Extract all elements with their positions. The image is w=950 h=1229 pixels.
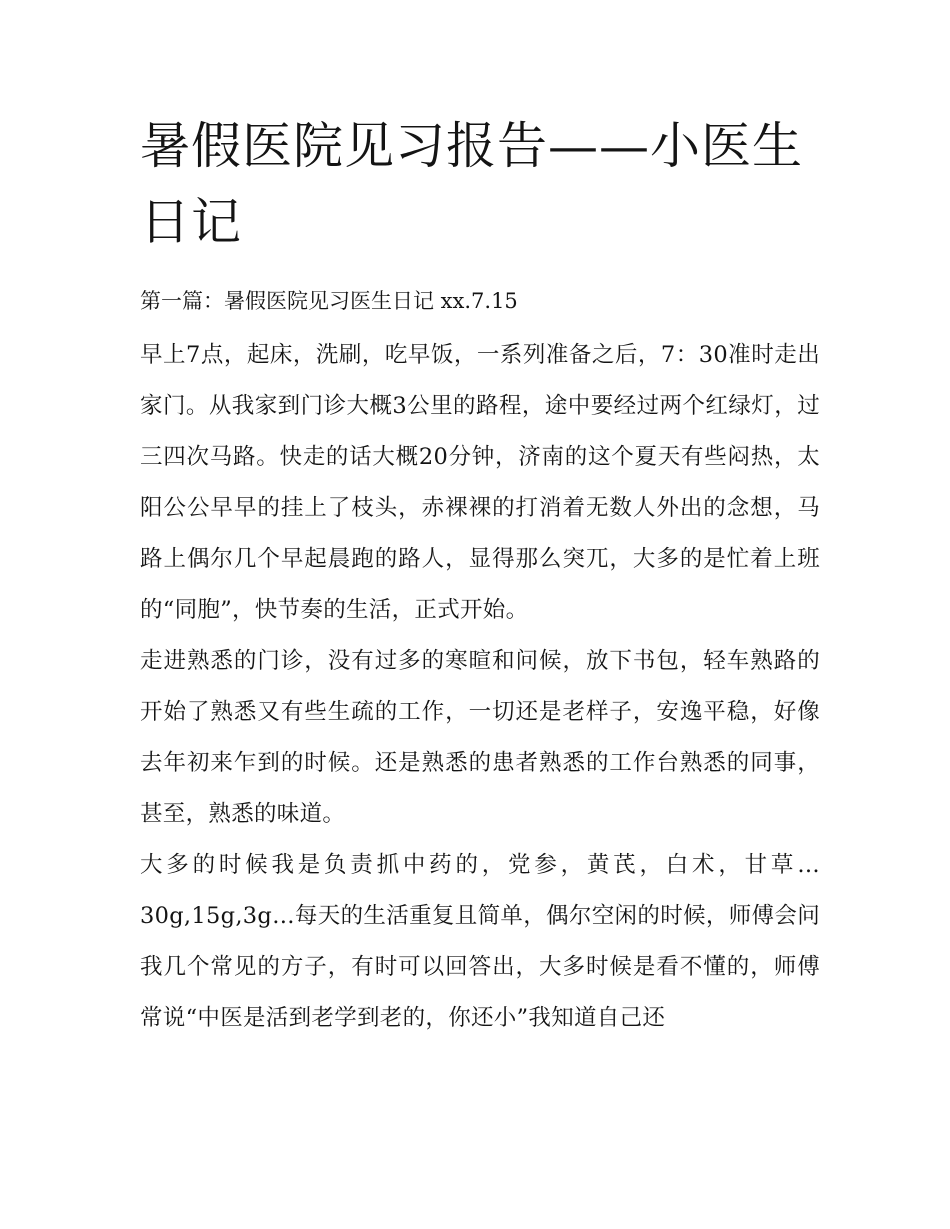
- document-body: [140, 330, 820, 1044]
- paragraph: 大多的时候我是负责抓中药的，党参，黄芪，白术，甘草…30g,15g,3g…每天的生活重复且简单，偶尔空闲的时候，师傅会问我几个常见的方子，有时可以回答出，大多时候是看不懂的，师傅常说“中医是活到老学到老的，你还小”我知道自己还: [140, 852, 820, 1031]
- paragraph: 走进熟悉的门诊，没有过多的寒暄和问候，放下书包，轻车熟路的开始了熟悉又有些生疏的工作，一切还是老样子，安逸平稳，好像去年初来乍到的时候。还是熟悉的患者熟悉的工作台熟悉的同事，甚至，熟悉的味道。: [140, 648, 820, 827]
- document-subtitle: 第一篇：暑假医院见习医生日记 xx.7.15: [140, 289, 518, 313]
- paragraph: 早上7点，起床，洗刷，吃早饭，一系列准备之后，7：30准时走出家门。从我家到门诊大概3公里的路程，途中要经过两个红绿灯，过三四次马路。快走的话大概20分钟，济南的这个夏天有些闷热，太阳公公早早的挂上了枝头，赤裸裸的打消着无数人外出的念想，马路上偶尔几个早起晨跑的路人，显得那么突兀，大多的是忙着上班的“同胞”，快节奏的生活，正式开始。: [140, 342, 820, 623]
- document-title: 暑假医院见习报告——小医生日记: [140, 117, 803, 251]
